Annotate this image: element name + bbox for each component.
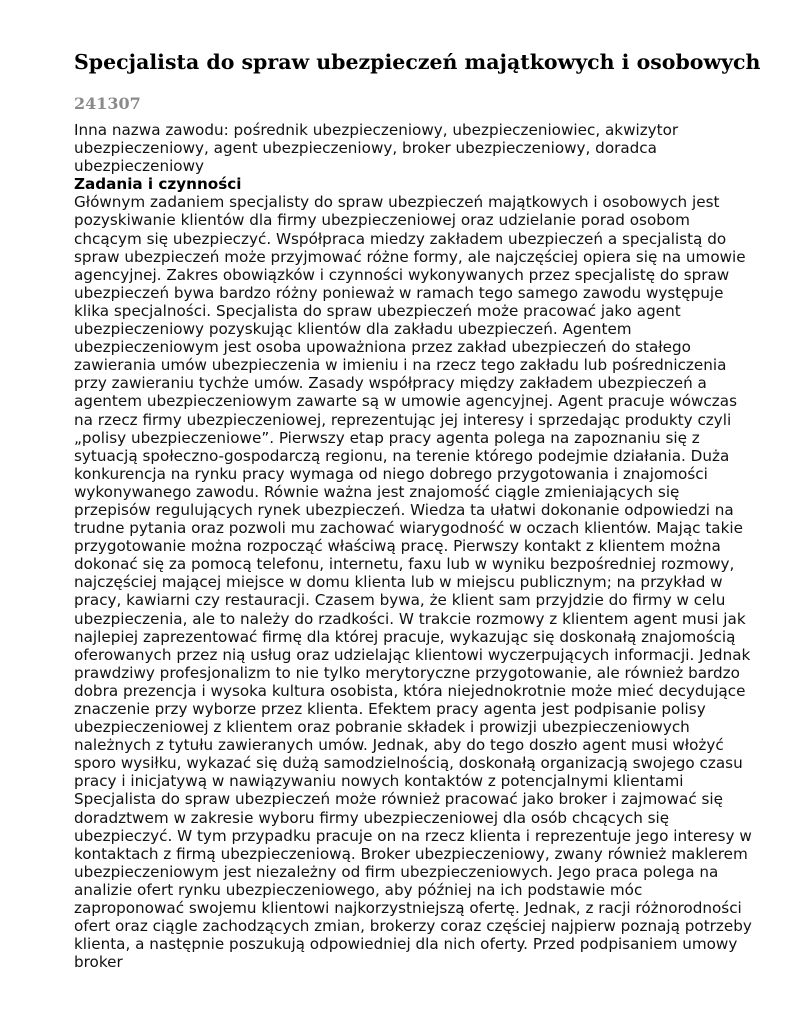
occupation-code: 241307 [74,94,141,113]
alternative-names: Inna nazwa zawodu: pośrednik ubezpieczeniowy, ubezpieczeniowiec, akwizytor ubezpieczeniowy, agent ubezpieczeniowy, broker ubezpieczeniowy, doradca ubezpieczeniowy [74,121,679,176]
section-heading: Zadania i czynności [74,175,242,194]
document-body [74,121,754,971]
page-title: Specjalista do spraw ubezpieczeń majątkowych i osobowych [74,50,761,74]
document-page [74,48,761,972]
body-paragraph: Głównym zadaniem specjalisty do spraw ubezpieczeń majątkowych i osobowych jest pozyskiwanie klientów dla firmy ubezpieczeniowej oraz udzielanie porad osobom chcącym się ubezpieczyć. Współpraca miedzy zakładem ubezpieczeń a specjalistą do spraw ubezpieczeń może przyjmować różne formy, ale najczęściej opiera się na umowie agencyjnej. Zakres obowiązków i czynności wykonywanych przez specjalistę do spraw ubezpieczeń bywa bardzo różny ponieważ w ramach tego samego zawodu występuje klika specjalności. Specjalista do spraw ubezpieczeń może pracować jako agent ubezpieczeniowy pozyskując klientów dla zakładu ubezpieczeń. Agentem ubezpieczeniowym jest osoba upoważniona przez zakład ubezpieczeń do stałego zawierania umów ubezpieczenia w imieniu i na rzecz tego zakładu lub pośredniczenia przy zawieraniu tychże umów. Zasady współpracy między zakładem ubezpieczeń a agentem ubezpieczeniowym zawarte są w umowie agencyjnej. Agent pracuje wówczas na rzecz firmy ubezpieczeniowej, reprezentując jej interesy i sprzedając produkty czyli „polisy ubezpieczeniowe”. Pierwszy etap pracy agenta polega na zapoznaniu się z sytuacją społeczno-gospodarczą regionu, na terenie którego podejmie działania. Duża konkurencja na rynku pracy wymaga od niego dobrego przygotowania i znajomości wykonywanego zawodu. Równie ważna jest znajomość ciągle zmieniających się przepisów regulujących rynek ubezpieczeń. Wiedza ta ułatwi dokonanie odpowiedzi na trudne pytania oraz pozwoli mu zachować wiarygodność w oczach klientów. Mając takie przygotowanie można rozpocząć właściwą pracę. Pierwszy kontakt z klientem można dokonać się za pomocą telefonu, internetu, faxu lub w wyniku bezpośredniej rozmowy, najczęściej mającej miejsce w domu klienta lub w miejscu publicznym; na przykład w pracy, kawiarni czy restauracji. Czasem bywa, że klient sam przyjdzie do firmy w celu ubezpieczenia, ale to należy do rzadkości. W trakcie rozmowy z klientem agent musi jak najlepiej zaprezentować firmę dla której pracuje, wykazując się doskonałą znajomością oferowanych przez nią usług oraz udzielając klientowi wyczerpujących informacji. Jednak prawdziwy profesjonalizm to nie tylko merytoryczne przygotowanie, ale również bardzo dobra prezencja i wysoka kultura osobista, która niejednokrotnie może mieć decydujące znaczenie przy wyborze przez klienta. Efektem pracy agenta jest podpisanie polisy ubezpieczeniowej z klientem oraz pobranie składek i prowizji ubezpieczeniowych należnych z tytułu zawieranych umów. Jednak, aby do tego doszło agent musi włożyć sporo wysiłku, wykazać się dużą samodzielnością, doskonałą organizacją swojego czasu pracy i inicjatywą w nawiązywaniu nowych kontaktów z potencjalnymi klientami Specjalista do spraw ubezpieczeń może również pracować jako broker i zajmować się doradztwem w zakresie wyboru firmy ubezpieczeniowej dla osób chcących się ubezpieczyć. W tym przypadku pracuje on na rzecz klienta i reprezentuje jego interesy w kontaktach z firmą ubezpieczeniową. Broker ubezpieczeniowy, zwany również maklerem ubezpieczeniowym jest niezależny od firm ubezpieczeniowych. Jego praca polega na analizie ofert rynku ubezpieczeniowego, aby później na ich podstawie móc zaproponować swojemu klientowi najkorzystniejszą ofertę. Jednak, z racji różnorodności ofert oraz ciągle zachodzących zmian, brokerzy coraz częściej najpierw poznają potrzeby klienta, a następnie poszukują odpowiedniej dla nich oferty. Przed podpisaniem umowy broker [74,193,752,972]
